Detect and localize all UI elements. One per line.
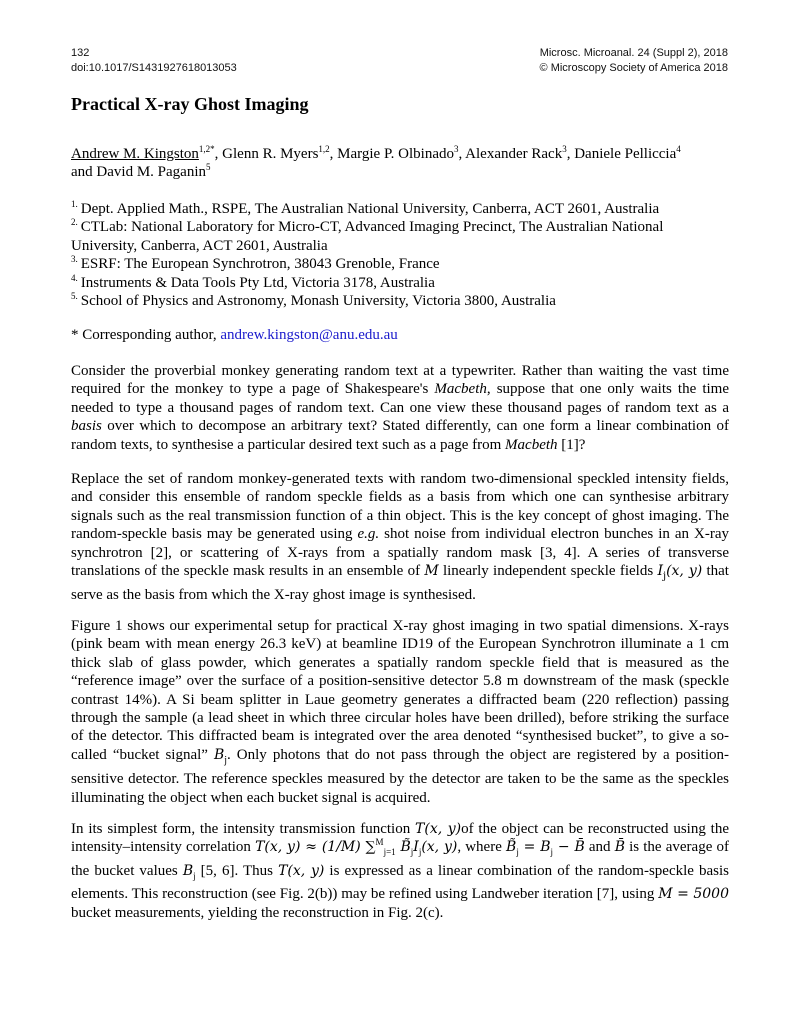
author-affil-sup: 4 — [676, 144, 681, 154]
author-affil-sup: 5 — [206, 162, 211, 173]
affiliation: $^{1.}$ Dept. Applied Math., RSPE, The Australian National University, Canberra, ACT 2601, Australia — [71, 199, 660, 217]
author-name: Glenn R. Myers — [222, 146, 319, 162]
affiliation: $^{5.}$ School of Physics and Astronomy, Monash University, Victoria 3800, Australia — [71, 291, 556, 310]
copyright: © Microscopy Society of America 2018 — [539, 62, 728, 74]
journal-citation: Microsc. Microanal. 24 (Suppl 2), 2018 — [539, 47, 728, 59]
math-inline: M — [424, 563, 439, 580]
paragraph-2: Replace the set of random monkey-generated texts with random two-dimensional speckled intensity fields, and consider this ensemble of random speckle fields as a basis from which one can synthesise arbitrary signals such as the real transmission function of a thin object. This is the key concept of ghost imaging. The random-speckle basis may be generated using e.g. shot noise from individual electron bunches in an X-ray synchrotron [2], or scattering of X-rays from a spatially random mask [3, 4]. A series of transverse translations of the speckle mask results in an ensemble of M linearly independent speckle fields $I_j(x$, y) that serve as the basis from which the X-ray ghost image is synthesised. — [71, 471, 729, 604]
doi: doi:10.1017/S1431927618013053 — [71, 62, 237, 74]
author-name: Daniele Pelliccia — [574, 146, 677, 162]
author-name: David M. Paganin — [96, 164, 206, 181]
math-equation: T(x, y) ≈ (1/M) ∑ — [255, 839, 376, 856]
author-affil-sup: 1,2 — [318, 144, 330, 154]
page-number: 132 — [71, 47, 90, 59]
author-name: Margie P. Olbinado — [337, 146, 454, 162]
affiliation: $^{4.}$ Instruments & Data Tools Pty Ltd, Victoria 3178, Australia — [71, 272, 435, 291]
affiliation: $^{3.}$ ESRF: The European Synchrotron, 38043 Grenoble, France — [71, 254, 440, 273]
paragraph-1: Consider the proverbial monkey generating random text at a typewriter. Rather than waiting the vast time required for the monkey to type a page of Shakespeare's Macbeth, suppose that one only waits the time needed to type a thousand pages of random text. Can one view these thousand pages of random text as a basis over which to decompose an arbitrary text? Stated differently, can one form a linear combination of random texts, to synthesise a particular desired text such as a page from Macbeth [1]? — [71, 363, 729, 453]
author-affil-sup: 3 — [562, 144, 567, 154]
page-header-left — [71, 46, 237, 76]
author-affil-sup: 3 — [453, 144, 459, 154]
affiliation: $^{2.}$ CTLab: National Laboratory for Micro-CT, Advanced Imaging Precinct, The Australian National University, Canberra, ACT 2601, Australia — [71, 217, 664, 254]
corresponding-author: * Corresponding author, andrew.kingston@anu.edu.au — [71, 327, 398, 343]
paper-title: Practical X-ray Ghost Imaging — [71, 94, 309, 114]
author-affil-sup: 1,2* — [198, 144, 215, 154]
math-inline: I — [657, 563, 663, 580]
paragraph-3: Figure 1 shows our experimental setup for practical X-ray ghost imaging in two spatial dimensions. X-rays (pink beam with mean energy 26.3 keV) at beamline ID19 of the European Synchrotron illuminate a 1 cm thick slab of glass powder, which generates a spatially random speckle field that is measured as the “reference image” over the surface of a position-sensitive detector 5.8 m downstream of the mask (speckle contrast 14%). A Si beam splitter in Laue geometry generates a diffracted beam (220 reflection) passing through the sample (a lead sheet in which three circular holes have been drilled), before striking the surface of the detector. This diffracted beam is integrated over the area denoted “synthesised bucket”, to give a so-called “bucket signal” $B_j$. Only photons that do not pass through the object are registered by a position-sensitive detector. The reference speckles measured by the detector are taken to be the same as the speckles illuminating the object when each bucket signal is acquired. — [71, 618, 730, 806]
math-inline: T(x, y) — [415, 821, 462, 837]
email-link[interactable]: andrew.kingston@anu.edu.au — [220, 327, 398, 343]
author-name: Andrew M. Kingston — [71, 146, 199, 162]
page-header-right — [540, 46, 728, 76]
math-inline: B — [213, 746, 225, 763]
affiliation-list — [71, 200, 729, 310]
author-name: Alexander Rack — [465, 146, 563, 162]
author-list: Andrew M. Kingston$^{1,2*}$, Glenn R. Myers$^{1,2}$, Margie P. Olbinado$^3$, Alexander Rack$^3$, Daniele Pelliccia$^4$ and David M. Paganin$^5$ — [71, 144, 681, 181]
paragraph-4: In its simplest form, the intensity transmission function T(x, y)of the object can be reconstructed using the intensity–intensity correlation T(x, y) ≈ (1/M) ∑$^M_{j=1}$ $B̃_jI_j(x$, y), where $B̃_j = B_j$ − B̄ and B̄ is the average of the bucket values $B_j$ [5, 6]. Thus T(x, y) is expressed as a linear combination of the random-speckle basis elements. This reconstruction (see Fig. 2(b)) may be refined using Landweber iteration [7], using M = 5000 bucket measurements, yielding the reconstruction in Fig. 2(c). — [71, 821, 730, 921]
